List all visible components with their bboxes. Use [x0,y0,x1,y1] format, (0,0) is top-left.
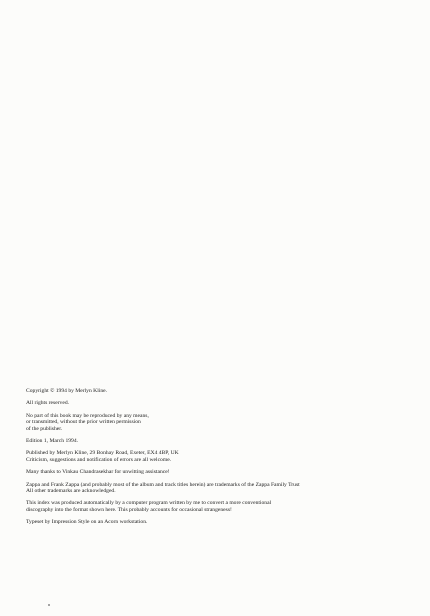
paper-speck [48,604,50,606]
index-note-line: discography into the format shown here. This probably accounts for occasional strangeness! [26,506,232,513]
colophon [26,388,421,532]
reproduction-line: of the publisher. [26,425,63,432]
thanks-line: Many thanks to Vinkau Chandrasekhar for unwitting assistance! [26,469,170,476]
copyright-line: Copyright © 1994 by Merlyn Kline. [26,388,108,394]
reproduction-notice [26,413,421,432]
publisher-line: Published by Merlyn Kline, 29 Bonhay Road, Exeter, EX4 4BP, UK [26,450,179,457]
publisher-notice [26,450,421,463]
rights-line: All rights reserved. [26,400,70,407]
edition-line: Edition 1, March 1994. [26,438,79,445]
typeset-line: Typeset by Impression Style on an Acorn workstation. [26,519,148,526]
index-note [26,500,421,513]
trademark-line: All other trademarks are acknowledged. [26,488,116,495]
reproduction-line: No part of this book may be reproduced by any means, [26,412,149,419]
feedback-line: Criticism, suggestions and notification of errors are all welcome. [26,456,172,463]
trademark-notice [26,482,421,495]
index-note-line: This index was produced automatically by a computer program written by me to convert a more conventional [26,500,272,507]
trademark-line: Zappa and Frank Zappa (and probably most of the album and track titles herein) are trademarks of the Zappa Family Trust [26,481,300,488]
reproduction-line: or transmitted, without the prior written permission [26,419,141,426]
